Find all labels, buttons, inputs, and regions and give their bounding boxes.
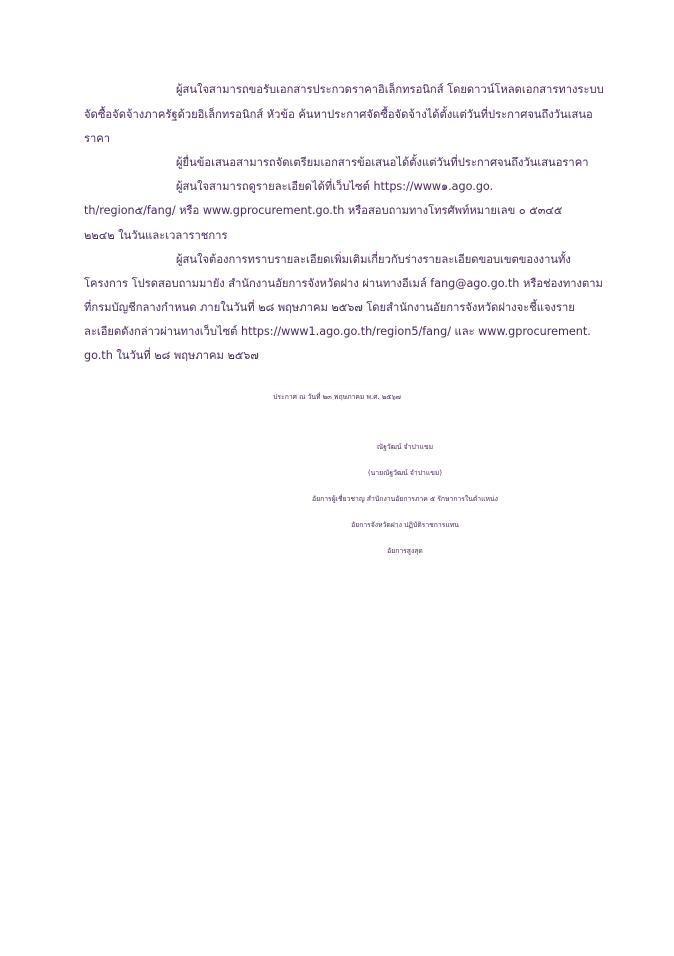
paragraph-2-line-1: ผู้ยื่นข้อเสนอสามารถจัดเตรียมเอกสารข้อเสนอได้ตั้งแต่วันที่ประกาศจนถึงวันเสนอราคา bbox=[176, 156, 589, 169]
paragraph-4-line-1: ผู้สนใจต้องการทราบรายละเอียดเพิ่มเติมเกี่ยวกับร่างรายละเอียดขอบเขตของงานทั้ง bbox=[176, 253, 571, 266]
paragraph-1-line-3: ราคา bbox=[84, 132, 111, 145]
announcement-date: ประกาศ ณ วันที่ ๒๓ พฤษภาคม พ.ศ. ๒๕๖๗ bbox=[273, 393, 401, 401]
paragraph-4-line-3: ที่กรมบัญชีกลางกำหนด ภายในวันที่ ๒๘ พฤษภาคม ๒๕๖๗ โดยสำนักงานอัยการจังหวัดฝางจะชี้แจงราย bbox=[84, 301, 575, 314]
paragraph-1-line-1: ผู้สนใจสามารถขอรับเอกสารประกวดราคาอิเล็กทรอนิกส์ โดยดาวน์โหลดเอกสารทางระบบ bbox=[176, 83, 604, 96]
signer-position-line-1: อัยการผู้เชี่ยวชาญ สำนักงานอัยการภาค ๕ รักษาการในตำแหน่ง bbox=[312, 495, 498, 503]
signer-position-line-2: อัยการจังหวัดฝาง ปฏิบัติราชการแทน bbox=[351, 521, 459, 529]
paragraph-4-line-5: go.th ในวันที่ ๒๘ พฤษภาคม ๒๕๖๗ bbox=[84, 349, 259, 362]
paragraph-3-line-3: ๒๒๔๒ ในวันและเวลาราชการ bbox=[84, 229, 228, 242]
paragraph-1-line-2: จัดซื้อจัดจ้างภาครัฐด้วยอิเล็กทรอนิกส์ หัวข้อ ค้นหาประกาศจัดซื้อจัดจ้างได้ตั้งแต่วันที่ประกาศจนถึงวันเสนอ bbox=[84, 108, 593, 121]
paragraph-4-line-4: ละเอียดดังกล่าวผ่านทางเว็บไซต์ https://www1.ago.go.th/region5/fang/ และ www.gprocurement. bbox=[84, 325, 591, 338]
signer-signed-name: ณัฐวัฒน์ จำปาแขม bbox=[376, 443, 434, 451]
signer-position-line-3: อัยการสูงสุด bbox=[387, 547, 423, 555]
paragraph-3-line-1: ผู้สนใจสามารถดูรายละเอียดได้ที่เว็บไซต์ https://www๑.ago.go. bbox=[176, 180, 494, 193]
paragraph-3-line-2: th/region๕/fang/ หรือ www.gprocurement.go.th หรือสอบถามทางโทรศัพท์หมายเลข ๐ ๕๓๔๕ bbox=[84, 204, 563, 217]
signer-full-name: (นายณัฐวัฒน์ จำปาแขม) bbox=[367, 469, 442, 477]
paragraph-4-line-2: โครงการ โปรดสอบถามมายัง สำนักงานอัยการจังหวัดฝาง ผ่านทางอีเมล์ fang@ago.go.th หรือช่องทางตาม bbox=[84, 277, 603, 290]
